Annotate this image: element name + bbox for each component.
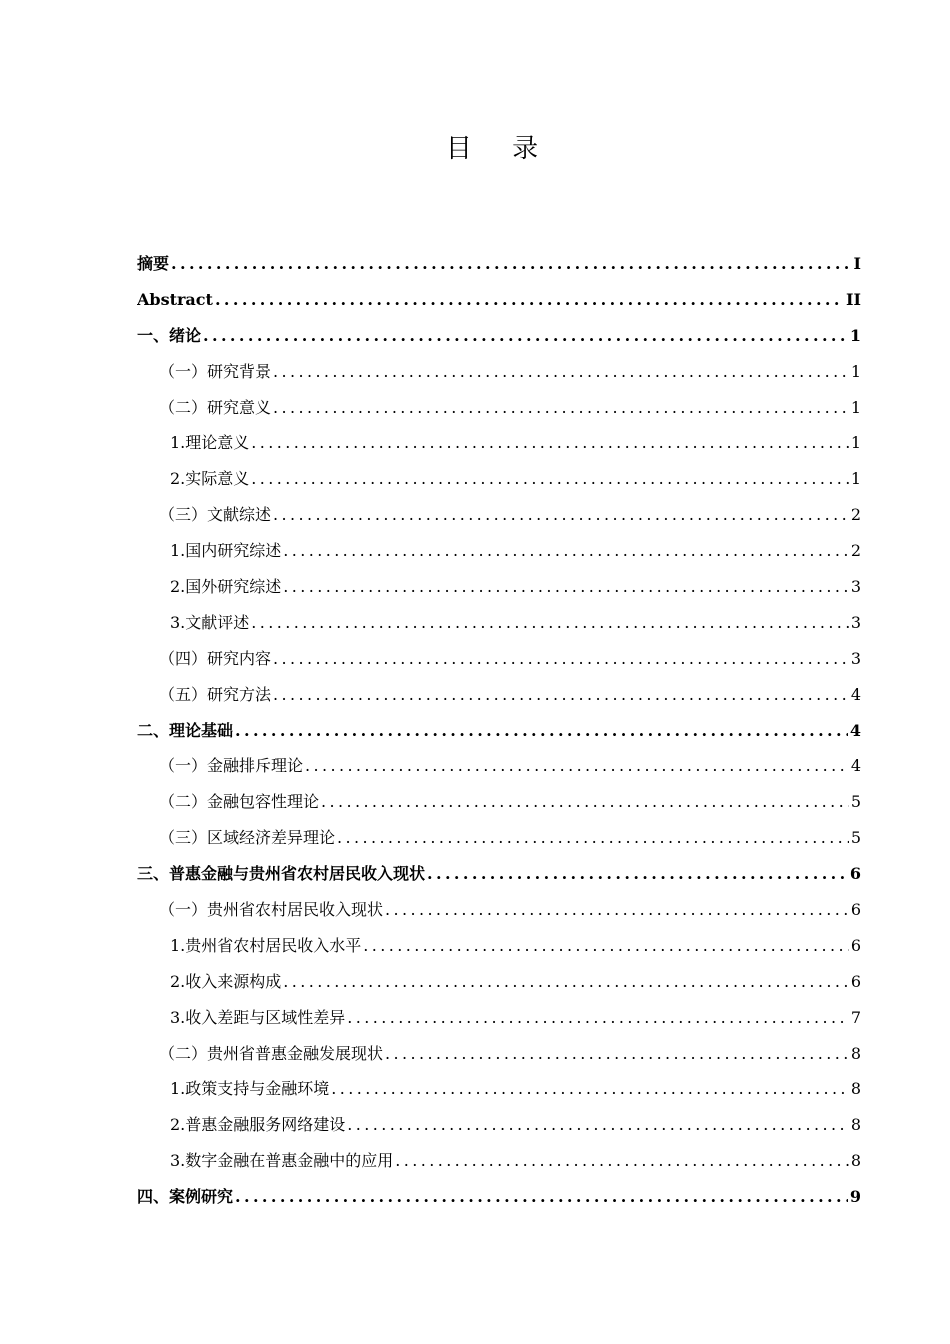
toc-dot-leader bbox=[233, 713, 848, 749]
toc-entry-page-number: 8 bbox=[850, 1043, 861, 1063]
toc-dot-leader bbox=[303, 748, 849, 784]
toc-entry-label: （四）研究内容 bbox=[159, 648, 272, 668]
toc-dot-leader bbox=[281, 569, 849, 605]
toc-entry-label: 2.国外研究综述 bbox=[170, 577, 282, 597]
toc-entry[interactable] bbox=[137, 354, 861, 390]
toc-entry-page-number: 9 bbox=[849, 1187, 861, 1207]
toc-entry[interactable] bbox=[137, 892, 861, 928]
toc-entry-label: （二）贵州省普惠金融发展现状 bbox=[159, 1043, 384, 1063]
toc-entry[interactable] bbox=[137, 677, 861, 713]
toc-entry-page-number: 8 bbox=[850, 1151, 861, 1171]
toc-entry-page-number: 3 bbox=[850, 648, 861, 668]
toc-entry-label: 3.收入差距与区域性差异 bbox=[170, 1007, 346, 1027]
toc-entry-label: （二）金融包容性理论 bbox=[159, 792, 320, 812]
toc-entry-page-number: 1 bbox=[850, 469, 861, 489]
toc-entry[interactable] bbox=[137, 497, 861, 533]
toc-entry-label: （二）研究意义 bbox=[159, 397, 272, 417]
toc-entry-label: 1.政策支持与金融环境 bbox=[170, 1079, 330, 1099]
toc-entry-label: 四、案例研究 bbox=[137, 1187, 234, 1207]
toc-dot-leader bbox=[233, 1179, 848, 1215]
toc-entry[interactable] bbox=[137, 605, 861, 641]
toc-entry-page-number: 7 bbox=[850, 1007, 861, 1027]
toc-dot-leader bbox=[169, 246, 852, 282]
toc-dot-leader bbox=[319, 784, 849, 820]
toc-entry-label: 摘要 bbox=[137, 254, 170, 273]
toc-entry-label: （三）区域经济差异理论 bbox=[159, 828, 336, 848]
toc-dot-leader bbox=[393, 1143, 849, 1179]
toc-entry-label: （一）贵州省农村居民收入现状 bbox=[159, 900, 384, 920]
toc-entry-page-number: 3 bbox=[850, 612, 861, 632]
toc-entry-label: 3.文献评述 bbox=[170, 612, 250, 632]
toc-entry[interactable] bbox=[137, 641, 861, 677]
toc-entry[interactable] bbox=[137, 820, 861, 856]
toc-entry[interactable] bbox=[137, 1179, 861, 1215]
toc-entry-label: 1.国内研究综述 bbox=[170, 541, 282, 561]
toc-entry[interactable] bbox=[137, 1143, 861, 1179]
toc-entry-page-number: 8 bbox=[850, 1079, 861, 1099]
toc-entry-page-number: 1 bbox=[849, 325, 861, 345]
toc-title: 目 录 bbox=[445, 134, 555, 164]
toc-entry-page-number: 5 bbox=[850, 828, 861, 848]
toc-entry[interactable] bbox=[137, 1036, 861, 1072]
toc-entry-page-number: 6 bbox=[850, 900, 861, 920]
toc-entry[interactable] bbox=[137, 425, 861, 461]
toc-entry[interactable] bbox=[137, 784, 861, 820]
toc-entry[interactable] bbox=[137, 928, 861, 964]
toc-entry[interactable] bbox=[137, 282, 861, 318]
toc-entry-page-number: I bbox=[853, 254, 861, 273]
toc-entry[interactable] bbox=[137, 748, 861, 784]
toc-entry-label: （一）研究背景 bbox=[159, 361, 272, 381]
toc-entry[interactable] bbox=[137, 246, 861, 282]
toc-entry[interactable] bbox=[137, 569, 861, 605]
toc-dot-leader bbox=[249, 461, 849, 497]
toc-dot-leader bbox=[335, 820, 849, 856]
toc-entry-label: 3.数字金融在普惠金融中的应用 bbox=[170, 1151, 394, 1171]
toc-entry-label: 1.理论意义 bbox=[170, 433, 250, 453]
toc-dot-leader bbox=[425, 856, 848, 892]
toc-dot-leader bbox=[383, 1036, 849, 1072]
toc-entry[interactable] bbox=[137, 713, 861, 749]
toc-entry-label: 2.实际意义 bbox=[170, 469, 250, 489]
toc-entry-page-number: 6 bbox=[849, 864, 861, 884]
toc-dot-leader bbox=[329, 1071, 849, 1107]
toc-entry-label: （三）文献综述 bbox=[159, 505, 272, 525]
toc-dot-leader bbox=[271, 497, 849, 533]
toc-entry[interactable] bbox=[137, 318, 861, 354]
toc-dot-leader bbox=[249, 605, 849, 641]
toc-entry[interactable] bbox=[137, 856, 861, 892]
toc-entry-label: （一）金融排斥理论 bbox=[159, 756, 304, 776]
toc-dot-leader bbox=[271, 354, 849, 390]
toc-entry-label: Abstract bbox=[137, 289, 213, 309]
toc-dot-leader bbox=[383, 892, 849, 928]
toc-dot-leader bbox=[271, 390, 849, 426]
toc-entry-page-number: 6 bbox=[850, 971, 861, 991]
toc-list bbox=[137, 246, 861, 1215]
toc-entry-label: 二、理论基础 bbox=[137, 720, 234, 740]
toc-dot-leader bbox=[201, 318, 848, 354]
toc-dot-leader bbox=[281, 533, 849, 569]
toc-entry-page-number: 6 bbox=[850, 935, 861, 955]
toc-dot-leader bbox=[213, 282, 844, 318]
toc-entry-page-number: 1 bbox=[850, 397, 861, 417]
toc-dot-leader bbox=[345, 1107, 849, 1143]
toc-entry-label: 1.贵州省农村居民收入水平 bbox=[170, 935, 362, 955]
toc-dot-leader bbox=[345, 1000, 849, 1036]
toc-entry-page-number: 4 bbox=[849, 720, 861, 740]
toc-entry-page-number: 4 bbox=[850, 684, 861, 704]
toc-entry[interactable] bbox=[137, 1071, 861, 1107]
toc-entry[interactable] bbox=[137, 1000, 861, 1036]
toc-entry[interactable] bbox=[137, 533, 861, 569]
toc-entry-page-number: 4 bbox=[850, 756, 861, 776]
toc-entry-label: 三、普惠金融与贵州省农村居民收入现状 bbox=[137, 864, 426, 884]
toc-dot-leader bbox=[271, 641, 849, 677]
toc-entry-page-number: 3 bbox=[850, 577, 861, 597]
toc-dot-leader bbox=[281, 964, 849, 1000]
toc-entry-page-number: 1 bbox=[850, 361, 861, 381]
toc-entry-page-number: 5 bbox=[850, 792, 861, 812]
toc-entry[interactable] bbox=[137, 461, 861, 497]
toc-entry-label: （五）研究方法 bbox=[159, 684, 272, 704]
toc-dot-leader bbox=[271, 677, 849, 713]
toc-dot-leader bbox=[249, 425, 849, 461]
toc-entry-label: 2.收入来源构成 bbox=[170, 971, 282, 991]
toc-entry-page-number: II bbox=[846, 289, 861, 309]
toc-entry-page-number: 8 bbox=[850, 1115, 861, 1135]
toc-entry-label: 一、绪论 bbox=[137, 325, 202, 345]
toc-entry[interactable] bbox=[137, 1107, 861, 1143]
toc-entry[interactable] bbox=[137, 390, 861, 426]
toc-entry-page-number: 1 bbox=[850, 433, 861, 453]
toc-entry-page-number: 2 bbox=[850, 505, 861, 525]
toc-entry-page-number: 2 bbox=[850, 541, 861, 561]
toc-entry[interactable] bbox=[137, 964, 861, 1000]
toc-entry-label: 2.普惠金融服务网络建设 bbox=[170, 1115, 346, 1135]
toc-dot-leader bbox=[361, 928, 849, 964]
